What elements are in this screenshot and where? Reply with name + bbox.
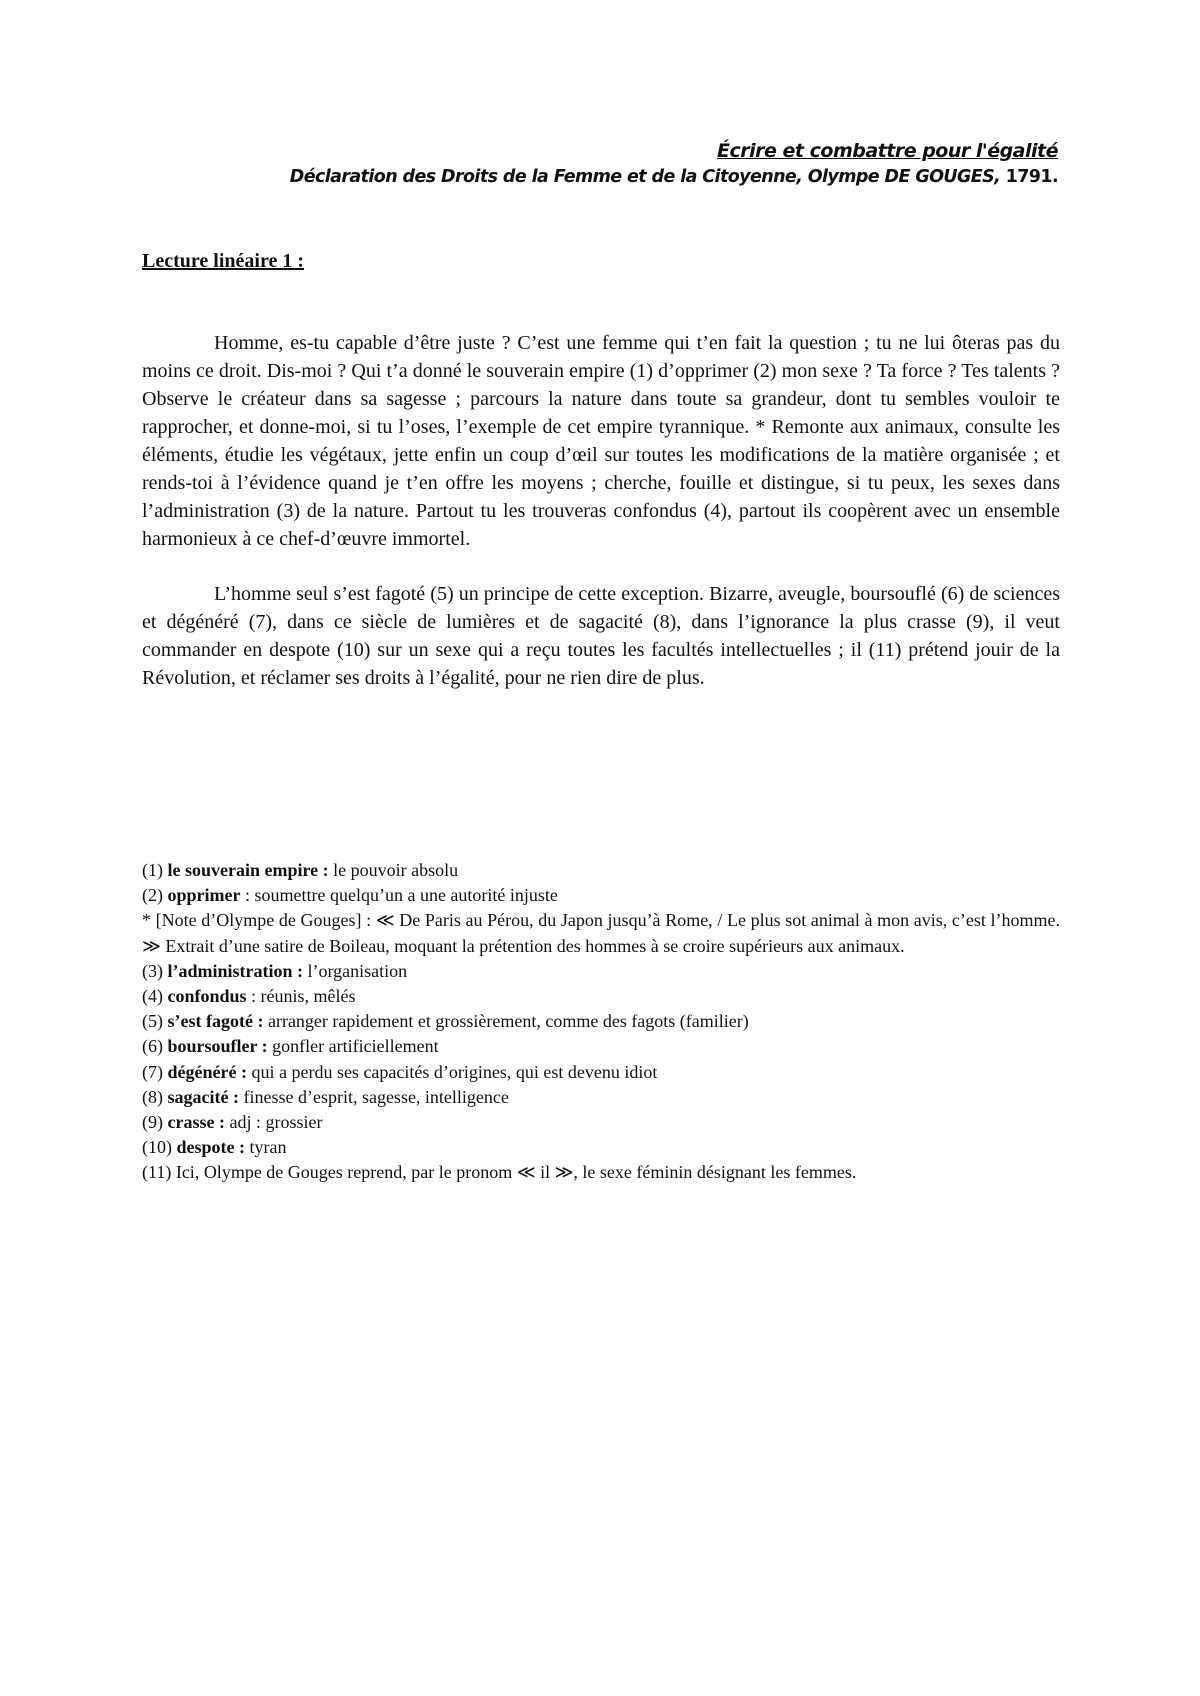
footnote [142, 883, 1060, 908]
footnote-definition: [Note d’Olympe de Gouges] : ≪ De Paris au Pérou, du Japon jusqu’à Rome, / Le plus sot animal à mon avis, c’est l’homme. ≫ Extrait d’une satire de Boileau, moquant la prétention des hommes à se croire supérieurs aux animaux. [142, 910, 1060, 956]
footnote-number: (8) [142, 1086, 163, 1107]
footnote-number: (1) [142, 860, 163, 880]
work-year: 1791. [1005, 167, 1058, 187]
footnote-number: (9) [142, 1112, 163, 1133]
footnote-number: (2) [142, 885, 163, 906]
footnote-number: (4) [142, 986, 163, 1007]
footnote-term: crasse : [167, 1112, 225, 1133]
footnote-definition: qui a perdu ses capacités d’origines, qui est devenu idiot [251, 1061, 658, 1082]
footnote-definition: Ici, Olympe de Gouges reprend, par le pronom ≪ il ≫, le sexe féminin désignant les femmes. [175, 1162, 857, 1183]
footnote-number: (7) [142, 1061, 163, 1082]
footnote-term: l’administration : [167, 960, 304, 981]
footnote-term: dégénéré : [167, 1061, 247, 1082]
footnote [142, 1160, 1060, 1185]
work-reference [290, 164, 1058, 190]
footnote-definition: tyran [249, 1137, 287, 1158]
theme-title: Écrire et combattre pour l'égalité [717, 140, 1058, 162]
footnote-number: (11) [142, 1162, 172, 1183]
footnotes [142, 858, 1060, 1186]
paragraph: Homme, es-tu capable d’être juste ? C’est une femme qui t’en fait la question ; tu ne lui ôteras pas du moins ce droit. Dis-moi ? Qui t’a donné le souverain empire (1) d’opprimer (2) mon sexe ? Ta force ? Tes talents ? Observe le créateur dans sa sagesse ; parcours la nature dans toute sa grandeur, dont tu sembles vouloir te rapprocher, et donne-moi, si tu l’oses, l’exemple de cet empire tyrannique. * Remonte aux animaux, consulte les éléments, étudie les végétaux, jette enfin un coup d’œil sur toutes les modifications de la matière organisée ; et rends-toi à l’évidence quand je t’en offre les moyens ; cherche, fouille et distingue, si tu peux, les sexes dans l’administration (3) de la nature. Partout tu les trouveras confondus (4), partout ils coopèrent avec un ensemble harmonieux à ce chef-d’œuvre immortel. [142, 332, 1060, 550]
footnote-number: (10) [142, 1137, 172, 1158]
footnote [142, 984, 1060, 1009]
footnote-definition: l’organisation [307, 960, 408, 981]
paragraph: L’homme seul s’est fagoté (5) un principe de cette exception. Bizarre, aveugle, boursouflé (6) de sciences et dégénéré (7), dans ce siècle de lumières et de sagacité (8), dans l’ignorance la plus crasse (9), il veut commander en despote (10) sur un sexe qui a reçu toutes les facultés intellectuelles ; il (11) prétend jouir de la Révolution, et réclamer ses droits à l’égalité, pour ne rien dire de plus. [142, 583, 1060, 689]
document-header [290, 138, 1058, 190]
footnote-term: opprimer [167, 885, 241, 906]
footnote-number: (6) [142, 1036, 163, 1057]
footnote [142, 1060, 1060, 1085]
footnote-term: confondus [167, 986, 247, 1007]
footnote-number: (3) [142, 960, 163, 981]
footnote [142, 1034, 1060, 1059]
lecture-title: Lecture linéaire 1 : [142, 250, 304, 272]
footnote-term: sagacité : [167, 1086, 239, 1107]
footnote-definition: : réunis, mêlés [251, 986, 356, 1007]
footnote [142, 1135, 1060, 1160]
footnote [142, 1009, 1060, 1034]
footnote [142, 908, 1060, 958]
work-title: Déclaration des Droits de la Femme et de la Citoyenne, Olympe DE GOUGES, [289, 167, 1001, 187]
footnote [142, 1085, 1060, 1110]
footnote-definition: le pouvoir absolu [333, 860, 459, 880]
footnote-term: s’est fagoté : [167, 1011, 264, 1032]
footnote-term: despote : [176, 1137, 245, 1158]
footnote-definition: gonfler artificiellement [272, 1036, 439, 1057]
main-text [142, 329, 1060, 719]
footnote-definition: finesse d’esprit, sagesse, intelligence [243, 1086, 509, 1107]
footnote-definition: arranger rapidement et grossièrement, comme des fagots (familier) [267, 1011, 749, 1032]
footnote-term: boursoufler : [167, 1036, 268, 1057]
footnote-definition: adj : grossier [229, 1112, 323, 1133]
footnote [142, 1110, 1060, 1135]
footnote-number: * [142, 910, 151, 931]
footnote-definition: : soumettre quelqu’un a une autorité injuste [244, 885, 558, 906]
footnote [142, 959, 1060, 984]
footnote-number: (5) [142, 1011, 163, 1032]
footnote [142, 858, 1060, 883]
footnote-term: le souverain empire : [167, 860, 329, 880]
